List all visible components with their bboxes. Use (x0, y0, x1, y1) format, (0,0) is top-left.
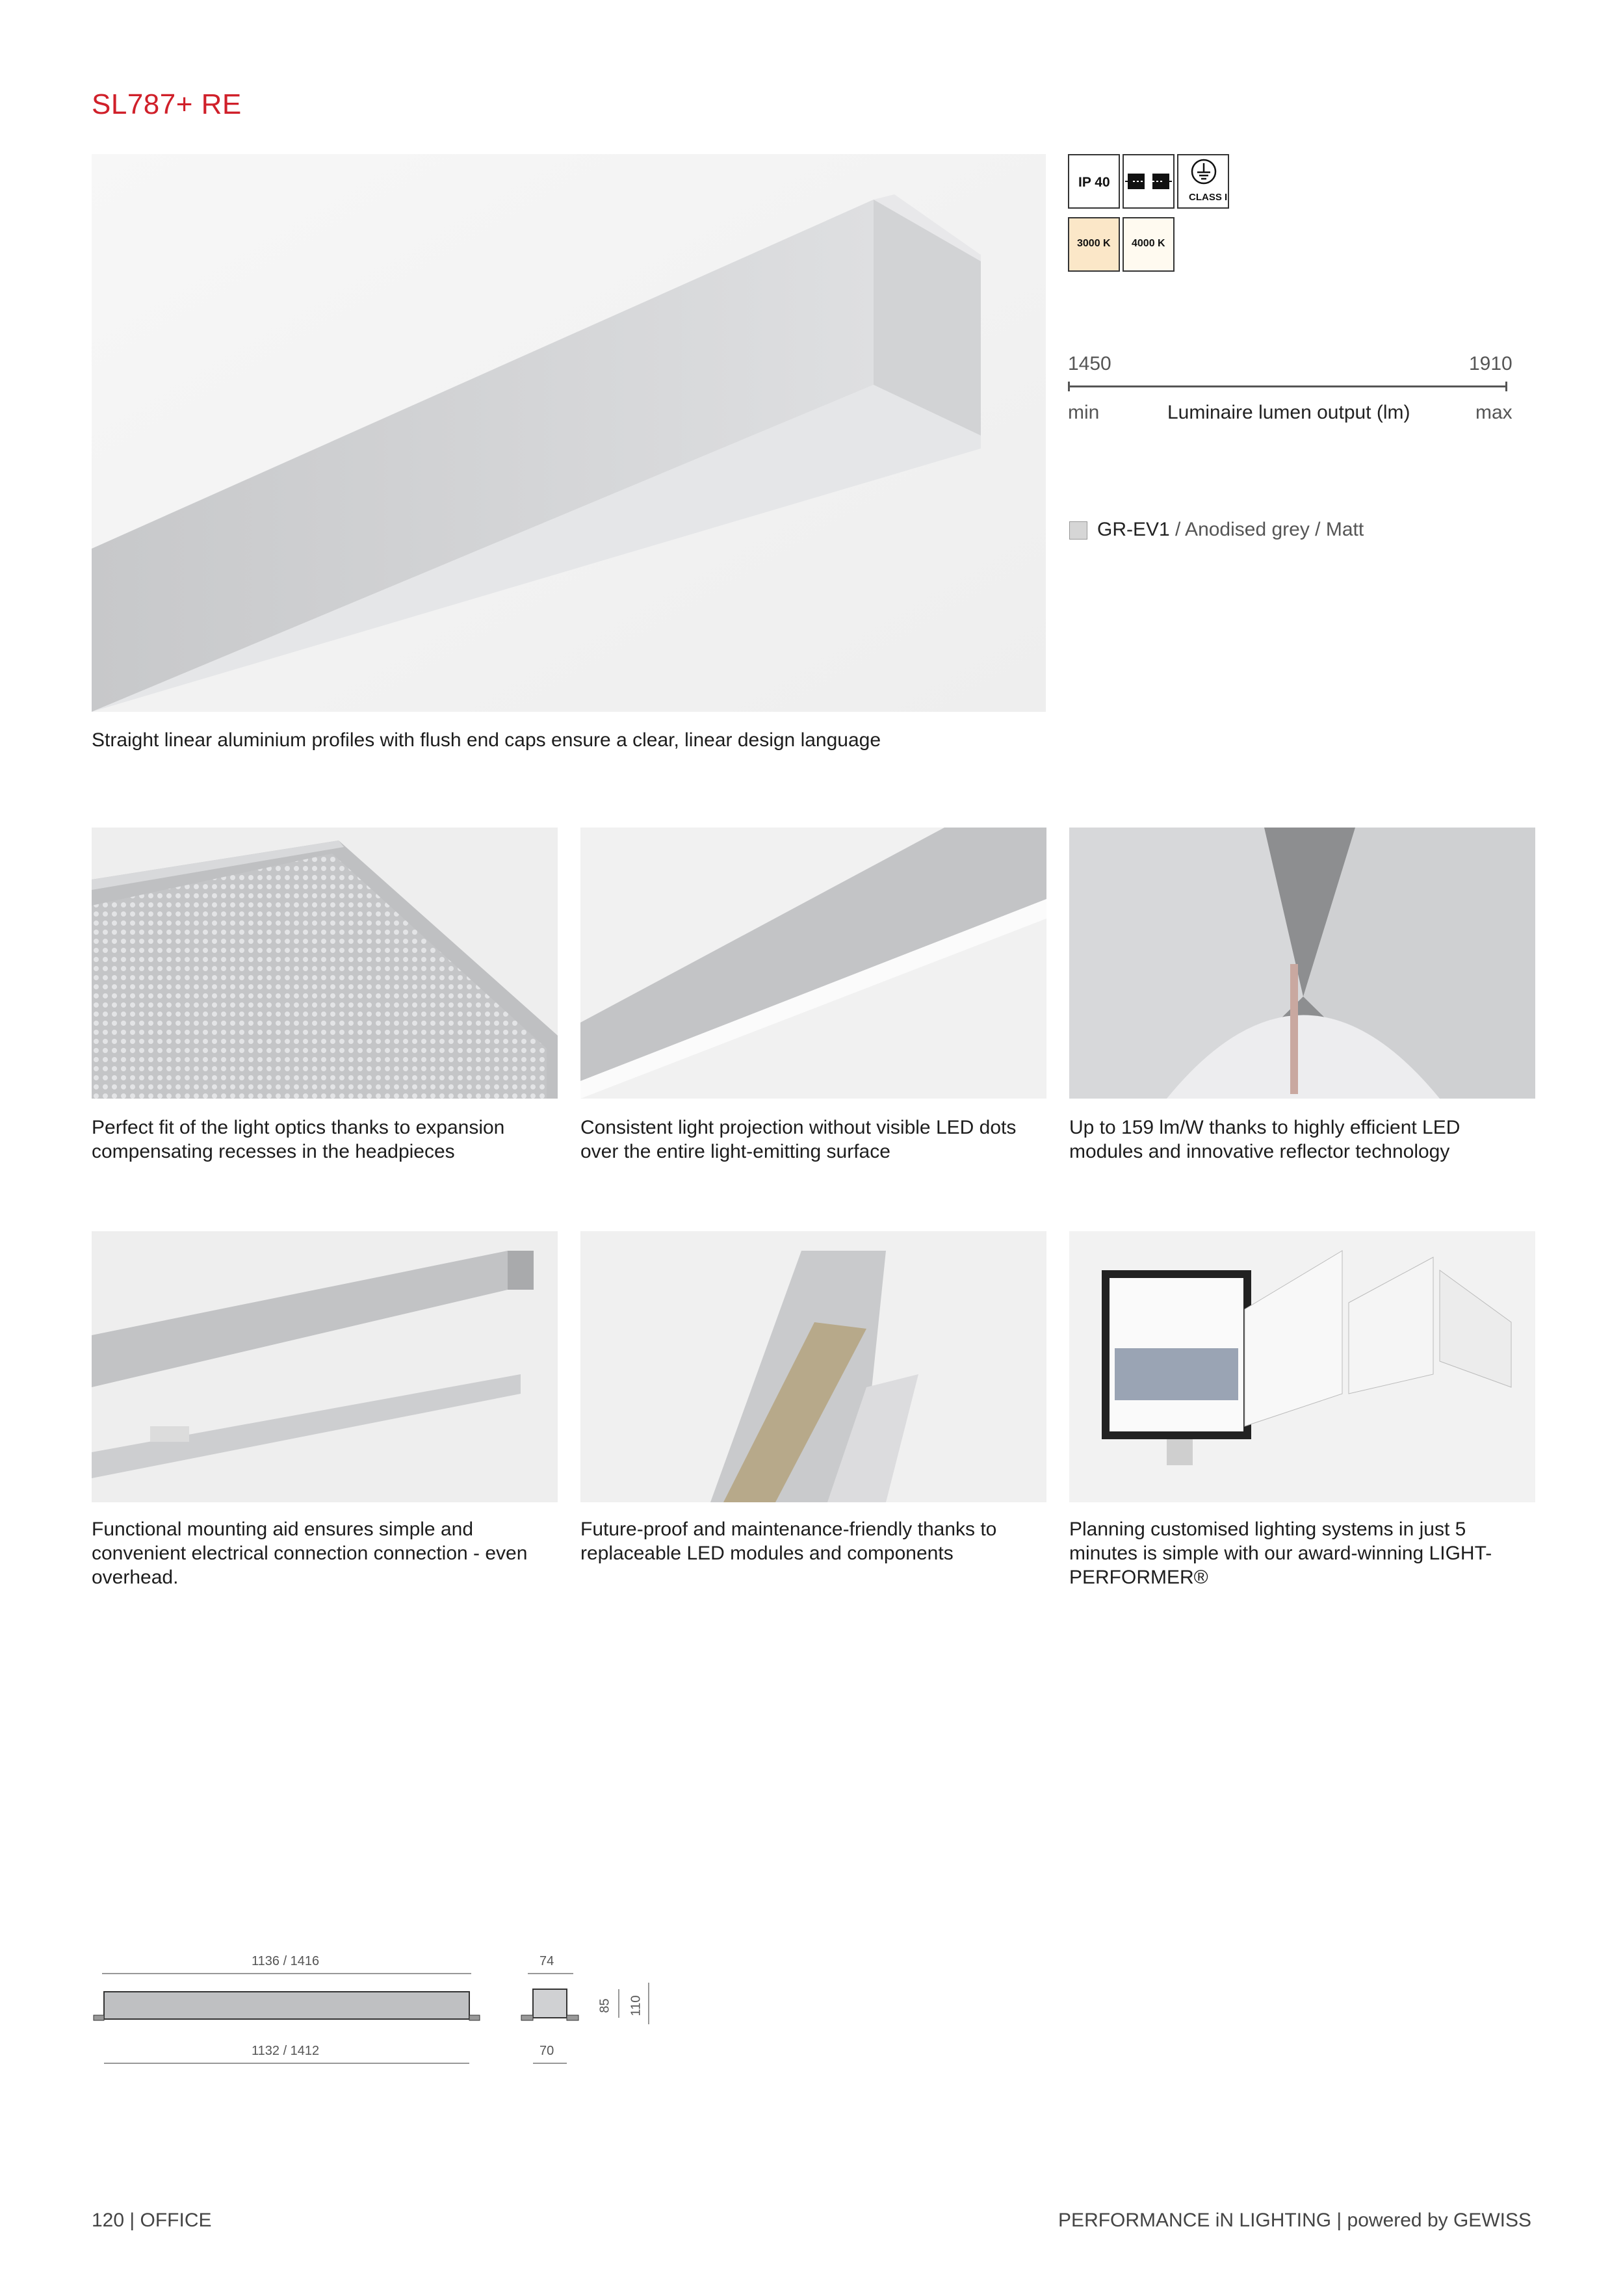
lumen-scale-tick-left (1068, 382, 1070, 391)
dimension-length-top: 1136 / 1416 (252, 1954, 320, 1968)
cct-4000-badge (1123, 217, 1175, 272)
dimension-length-bottom: 1132 / 1412 (252, 2044, 320, 2058)
feature-caption-efficiency: Up to 159 lm/W thanks to highly efficient LED modules and innovative reflector technology (1069, 1117, 1461, 1162)
hero-photo (92, 154, 1046, 712)
finish-code: GR-EV1 (1097, 519, 1170, 540)
ip-rating-badge (1068, 154, 1120, 209)
feature-caption-mounting: Functional mounting aid ensures simple and convenient electrical connection connection - even overhead. (92, 1519, 528, 1588)
through-wiring-badge (1123, 154, 1175, 209)
cct-3000-label: 3000 K (1077, 238, 1111, 249)
feature-photo-projection (580, 828, 1046, 1099)
dimension-width-bottom: 70 (539, 2044, 554, 2058)
lumen-min-value: 1450 (1068, 353, 1111, 374)
lumen-max-value: 1910 (1469, 353, 1513, 374)
feature-caption-optics: Perfect fit of the light optics thanks to expansion compensating recesses in the headpieces (92, 1117, 505, 1162)
earth-icon (1190, 158, 1217, 185)
lumen-scale-tick-right (1505, 382, 1507, 391)
feature-caption-maintenance: Future-proof and maintenance-friendly thanks to replaceable LED modules and components (580, 1519, 997, 1564)
dimension-width-top: 74 (539, 1954, 554, 1968)
dimension-height-outer: 110 (629, 1995, 643, 2016)
lumen-scale-line (1068, 385, 1507, 387)
cct-3000-badge (1068, 217, 1120, 272)
lumen-min-label: min (1068, 402, 1100, 423)
through-wiring-icon (1124, 155, 1173, 207)
feature-caption-projection: Consistent light projection without visible LED dots over the entire light-emitting surface (580, 1117, 1017, 1162)
dimension-drawing (84, 1944, 669, 2074)
finish-text (1097, 519, 1364, 541)
feature-photo-maintenance (580, 1231, 1046, 1502)
lumen-title: Luminaire lumen output (lm) (1167, 402, 1410, 423)
cct-4000-label: 4000 K (1132, 238, 1165, 249)
protection-class-badge (1177, 154, 1229, 209)
footer-brand: PERFORMANCE iN LIGHTING | powered by GEWISS (1058, 2210, 1531, 2231)
hero-caption: Straight linear aluminium profiles with flush end caps ensure a clear, linear design language (92, 729, 881, 751)
ip-rating-label: IP 40 (1078, 175, 1110, 190)
protection-class-label: CLASS I (1189, 192, 1228, 203)
feature-photo-planning-software (1069, 1231, 1535, 1502)
feature-photo-mounting (92, 1231, 558, 1502)
feature-photo-optics (92, 828, 558, 1099)
footer-page-section: 120 | OFFICE (92, 2210, 212, 2231)
page-title: SL787+ RE (92, 88, 242, 120)
lumen-max-label: max (1475, 402, 1513, 423)
feature-photo-reflector (1069, 828, 1535, 1099)
feature-caption-planning: Planning customised lighting systems in just 5 minutes is simple with our award-winning LIGHT-PERFORMER® (1069, 1519, 1492, 1588)
finish-swatch (1069, 521, 1087, 540)
dimension-height-inner: 85 (597, 1998, 612, 2013)
finish-description: / Anodised grey / Matt (1169, 519, 1364, 540)
